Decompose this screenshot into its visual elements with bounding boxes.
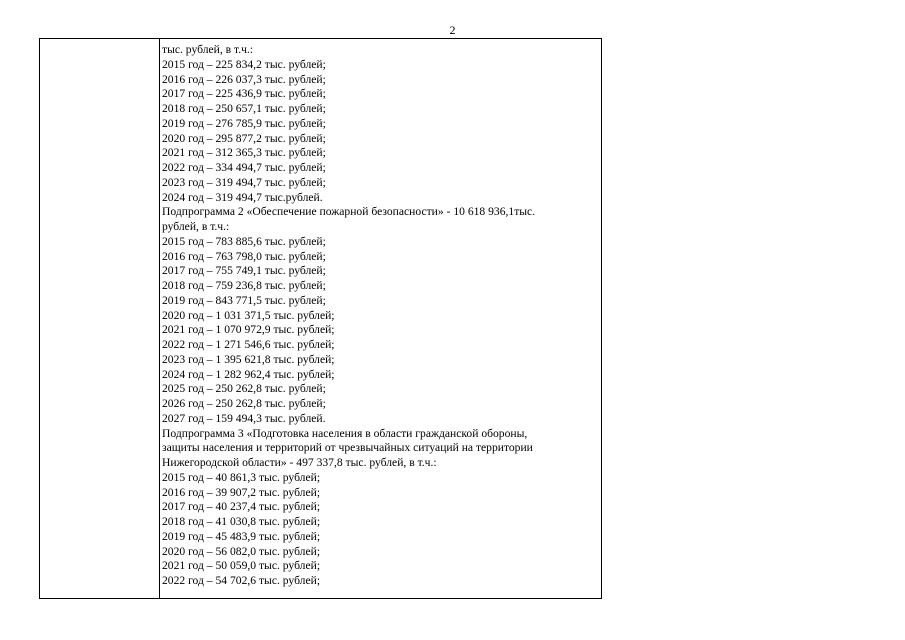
text-line: 2016 год – 226 037,3 тыс. рублей; [162, 72, 326, 86]
text-line: 2027 год – 159 494,3 тыс. рублей. [162, 411, 326, 425]
text-line: 2017 год – 755 749,1 тыс. рублей; [162, 264, 326, 278]
text-line: 2022 год – 54 702,6 тыс. рублей; [162, 574, 321, 587]
text-line: 2019 год – 45 483,9 тыс. рублей; [162, 529, 321, 543]
text-line: 2019 год – 276 785,9 тыс. рублей; [162, 116, 326, 130]
text-line: 2015 год – 225 834,2 тыс. рублей; [162, 57, 326, 71]
text-line: 2021 год – 50 059,0 тыс. рублей; [162, 559, 321, 573]
text-line: 2018 год – 759 236,8 тыс. рублей; [162, 279, 326, 292]
text-line: 2016 год – 39 907,2 тыс. рублей; [162, 485, 321, 499]
text-line: 2021 год – 1 070 972,9 тыс. рублей; [162, 323, 335, 337]
text-line: 2026 год – 250 262,8 тыс. рублей; [162, 397, 326, 410]
text-line: 2025 год – 250 262,8 тыс. рублей; [162, 382, 326, 396]
text-line: 2018 год – 250 657,1 тыс. рублей; [162, 102, 326, 115]
table-left-cell [40, 39, 160, 598]
text-line: тыс. рублей, в т.ч.: [162, 43, 254, 56]
text-line: 2023 год – 319 494,7 тыс. рублей; [162, 175, 326, 189]
text-line: рублей, в т.ч.: [162, 220, 230, 233]
text-line: Нижегородской области» - 497 337,8 тыс. рублей, в т.ч.: [162, 456, 437, 469]
text-line: 2024 год – 319 494,7 тыс.рублей. [162, 190, 323, 204]
text-line: 2017 год – 225 436,9 тыс. рублей; [162, 87, 326, 101]
text-line: 2019 год – 843 771,5 тыс. рублей; [162, 293, 326, 307]
page-number: 2 [449, 23, 456, 37]
text-line: 2022 год – 334 494,7 тыс. рублей; [162, 161, 326, 174]
text-line: Подпрограмма 2 «Обеспечение пожарной безопасности» - 10 618 936,1тыс. [162, 205, 536, 219]
table-right-cell [162, 43, 598, 589]
text-line: 2018 год – 41 030,8 тыс. рублей; [162, 515, 321, 528]
text-line: 2015 год – 40 861,3 тыс. рублей; [162, 470, 321, 484]
text-line: 2024 год – 1 282 962,4 тыс. рублей; [162, 367, 335, 381]
text-line: защиты населения и территорий от чрезвычайных ситуаций на территории [162, 441, 533, 455]
text-line: 2023 год – 1 395 621,8 тыс. рублей; [162, 352, 335, 366]
text-line: 2017 год – 40 237,4 тыс. рублей; [162, 500, 321, 514]
text-line: 2016 год – 763 798,0 тыс. рублей; [162, 249, 326, 263]
text-line: 2020 год – 1 031 371,5 тыс. рублей; [162, 308, 335, 322]
text-line: 2020 год – 295 877,2 тыс. рублей; [162, 131, 326, 145]
text-line: 2022 год – 1 271 546,6 тыс. рублей; [162, 338, 335, 351]
text-line: Подпрограмма 3 «Подготовка населения в области гражданской обороны, [162, 426, 528, 440]
text-line: 2020 год – 56 082,0 тыс. рублей; [162, 544, 321, 558]
document-table [39, 38, 602, 599]
text-line: 2015 год – 783 885,6 тыс. рублей; [162, 234, 326, 248]
text-line: 2021 год – 312 365,3 тыс. рублей; [162, 146, 326, 160]
